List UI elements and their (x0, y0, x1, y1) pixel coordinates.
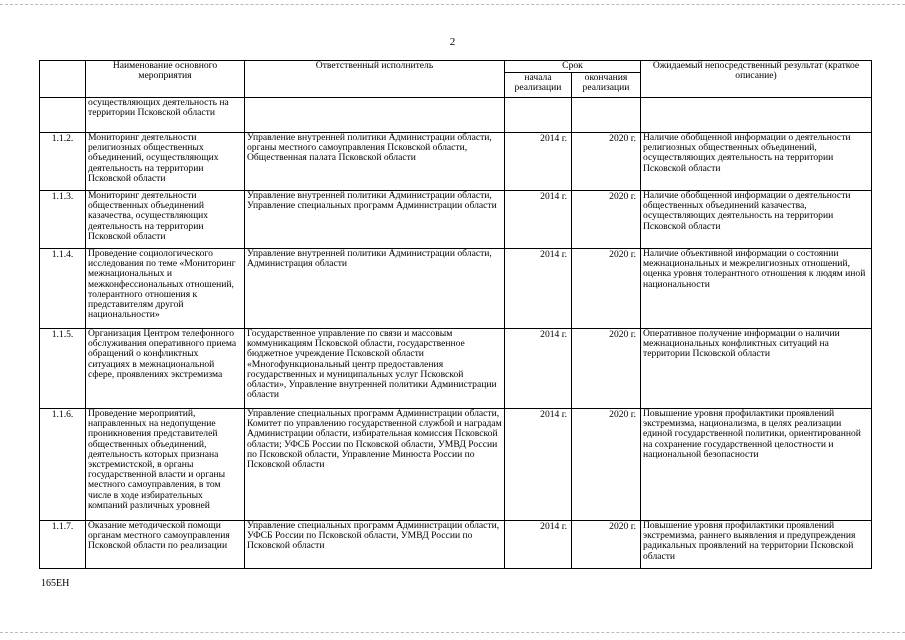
row-name: Проведение социологического исследования по теме «Мониторинг межнациональных и межконфессиональных отношений, толерантного отношения к представителям другой национальности» (86, 249, 245, 329)
row-start (505, 98, 572, 133)
row-start: 2014 г. (505, 409, 572, 521)
row-executor: Управление внутренней политики Администрации области, органы местного самоуправления Псковской области, Общественная палата Псковской области (245, 133, 505, 191)
row-num: 1.1.7. (40, 521, 86, 569)
row-result: Наличие обобщенной информации о деятельности общественных объединений казачества, осуществляющих деятельность на территории Псковской области (641, 191, 872, 249)
row-result: Повышение уровня профилактики проявлений экстремизма, раннего выявления и предупреждения радикальных проявлений на территории Псковской области (641, 521, 872, 569)
table-row (40, 329, 872, 409)
row-name: Проведение мероприятий, направленных на недопущение проникновения представителей общественных объединений, деятельность которых признана экстремистской, в органы государственной власти и органы местного самоуправления, в том числе в ходе избирательных компаний различных уровней (86, 409, 245, 521)
header-term: Срок (505, 61, 641, 73)
row-end: 2020 г. (572, 133, 641, 191)
row-result (641, 98, 872, 133)
row-num: 1.1.4. (40, 249, 86, 329)
header-result: Ожидаемый непосредственный результат (краткое описание) (641, 61, 872, 98)
row-name: Оказание методической помощи органам местного самоуправления Псковской области по реализации (86, 521, 245, 569)
row-end: 2020 г. (572, 521, 641, 569)
table-row (40, 133, 872, 191)
row-name: Организация Центром телефонного обслуживания оперативного приема обращений о конфликтных ситуациях в межнациональной сфере, проявлениях экстремизма (86, 329, 245, 409)
table-row (40, 249, 872, 329)
activities-table (39, 60, 872, 569)
header-num-cell (40, 61, 86, 98)
header-start: начала реализации (505, 73, 572, 98)
row-end: 2020 г. (572, 191, 641, 249)
row-name: Мониторинг деятельности религиозных общественных объединений, осуществляющих деятельность на территории Псковской области (86, 133, 245, 191)
row-start: 2014 г. (505, 521, 572, 569)
table-row (40, 98, 872, 133)
row-num: 1.1.6. (40, 409, 86, 521)
row-name: осуществляющих деятельность на территории Псковской области (86, 98, 245, 133)
header-row-top (40, 61, 872, 73)
table-row (40, 409, 872, 521)
row-num (40, 98, 86, 133)
row-executor (245, 98, 505, 133)
table-row (40, 191, 872, 249)
row-result: Оперативное получение информации о наличии межнациональных конфликтных ситуаций на территории Псковской области (641, 329, 872, 409)
row-result: Наличие обобщенной информации о деятельности религиозных общественных объединений, осуществляющих деятельность на территории Псковской области (641, 133, 872, 191)
row-result: Наличие объективной информации о состоянии межнациональных и межрелигиозных отношений, оценка уровня толерантного отношения к людям иной национальности (641, 249, 872, 329)
document-code: 165ЕН (41, 578, 70, 589)
row-start: 2014 г. (505, 249, 572, 329)
row-start: 2014 г. (505, 191, 572, 249)
row-executor: Управление специальных программ Администрации области, УФСБ России по Псковской области, УМВД России по Псковской области (245, 521, 505, 569)
scan-bottom-edge (0, 632, 905, 633)
row-executor: Управление специальных программ Администрации области, Комитет по управлению государственной службой и наградам Администрации области, избирательная комиссия Псковской области; УФСБ России по Псковской области, УМВД России по Псковской области, Управление Минюста России по Псковской области (245, 409, 505, 521)
row-num: 1.1.3. (40, 191, 86, 249)
row-num: 1.1.5. (40, 329, 86, 409)
table-row (40, 521, 872, 569)
row-executor: Управление внутренней политики Администрации области, Администрация области (245, 249, 505, 329)
row-end: 2020 г. (572, 409, 641, 521)
row-num: 1.1.2. (40, 133, 86, 191)
row-executor: Государственное управление по связи и массовым коммуникациям Псковской области, государственное бюджетное учреждение Псковской области «Многофункциональный центр предоставления государственных и муниципальных услуг Псковской области», Управление внутренней политики Администрации области (245, 329, 505, 409)
row-end: 2020 г. (572, 249, 641, 329)
row-start: 2014 г. (505, 133, 572, 191)
header-end: окончания реализации (572, 73, 641, 98)
row-end (572, 98, 641, 133)
row-start: 2014 г. (505, 329, 572, 409)
header-name: Наименование основного мероприятия (86, 61, 245, 98)
scan-top-edge (0, 4, 905, 5)
row-result: Повышение уровня профилактики проявлений экстремизма, национализма, в целях реализации единой государственной политики, ориентированной на сохранение государственной целостности и национальной безопасности (641, 409, 872, 521)
row-executor: Управление внутренней политики Администрации области, Управление специальных программ Администрации области (245, 191, 505, 249)
header-executor: Ответственный исполнитель (245, 61, 505, 98)
row-name: Мониторинг деятельности общественных объединений казачества, осуществляющих деятельность на территории Псковской области (86, 191, 245, 249)
page-number: 2 (449, 36, 456, 48)
row-end: 2020 г. (572, 329, 641, 409)
